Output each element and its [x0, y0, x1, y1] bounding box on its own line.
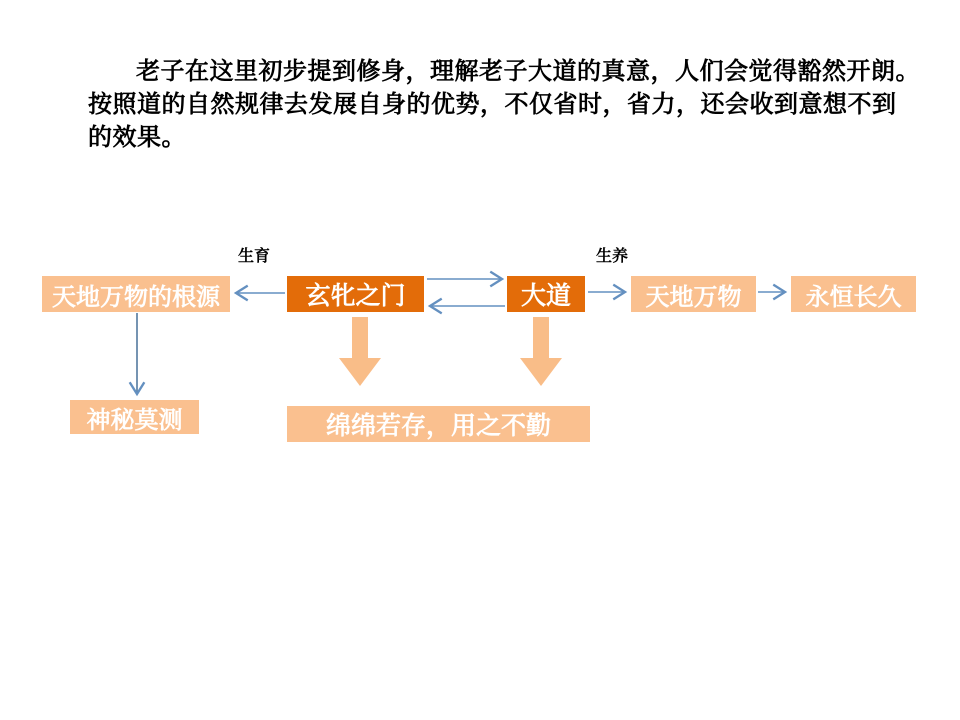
box-mysterious: 神秘莫测	[70, 400, 199, 434]
box-dadao: 大道	[507, 276, 585, 312]
box-root-of-all-things: 天地万物的根源	[42, 276, 230, 312]
label-shengyu: 生育	[238, 248, 271, 265]
paragraph-line-2: 按照道的自然规律去发展自身的优势，不仅省时，省力，还会收到意想不到	[88, 92, 897, 118]
block-arrow-down-xuanpin	[339, 317, 381, 386]
paragraph-line-1: 老子在这里初步提到修身，理解老子大道的真意，人们会觉得豁然开朗。	[136, 59, 920, 85]
label-shengyang: 生养	[596, 248, 629, 265]
block-arrow-down-dadao	[520, 317, 562, 386]
box-mianmian-quote: 绵绵若存，用之不勤	[287, 406, 590, 442]
box-xuanpin-gate: 玄牝之门	[287, 276, 424, 312]
box-all-things: 天地万物	[631, 276, 756, 312]
box-eternal: 永恒长久	[791, 276, 916, 312]
body-paragraph	[88, 56, 928, 155]
paragraph-line-3: 的效果。	[88, 125, 186, 151]
